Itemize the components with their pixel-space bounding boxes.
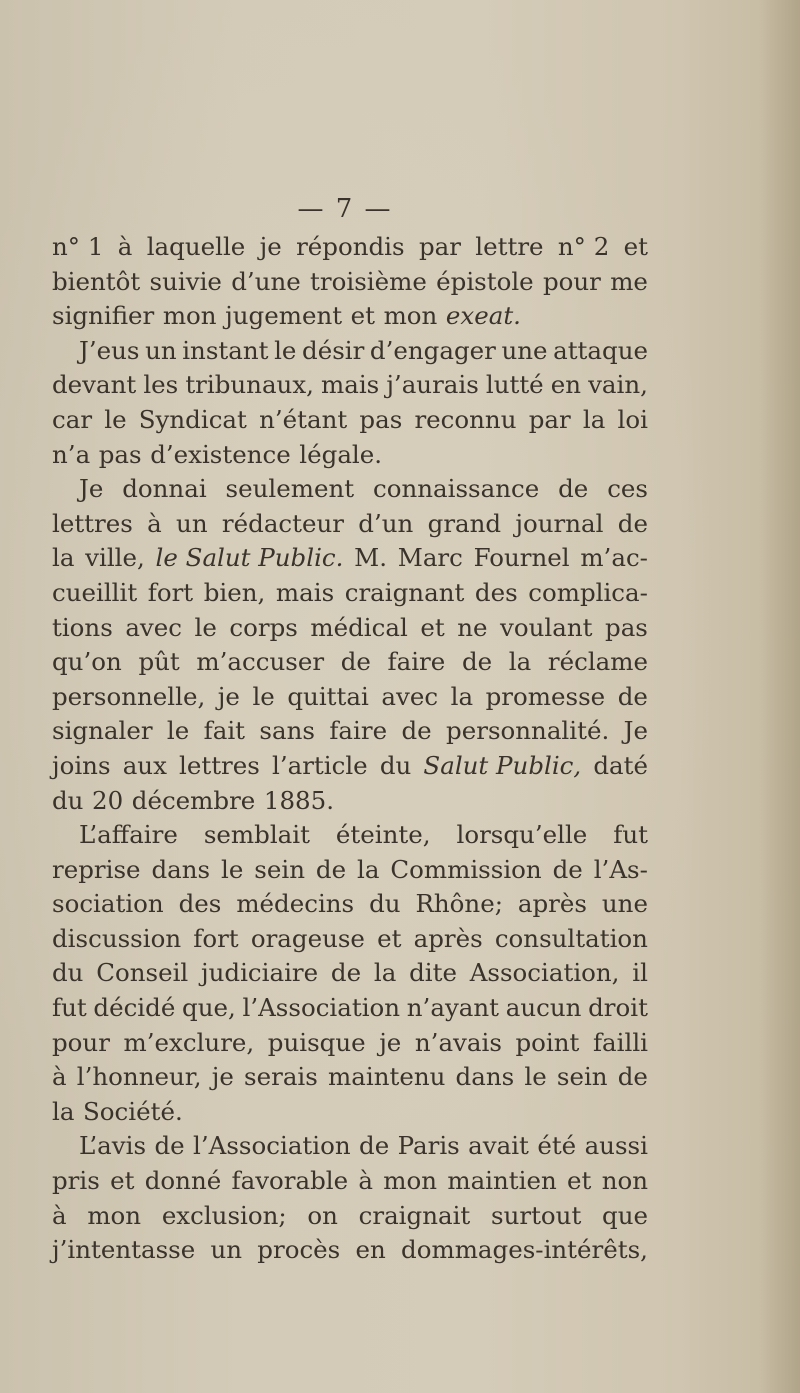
word: puisque — [267, 1027, 366, 1057]
word: du — [369, 889, 401, 919]
text-line — [52, 1095, 648, 1130]
word: L’affaire — [79, 820, 178, 850]
word: faire — [329, 716, 388, 746]
word: j’intentasse — [52, 1235, 196, 1265]
word: sein — [254, 854, 305, 884]
text-line — [52, 714, 648, 749]
word: n’avais — [414, 1027, 502, 1057]
text-line — [52, 853, 648, 888]
word: dite — [409, 958, 457, 988]
word: maintien — [447, 1166, 557, 1196]
word: il — [632, 958, 648, 988]
word: M. — [354, 543, 388, 573]
word: Conseil — [96, 958, 189, 988]
word: pour — [542, 266, 601, 296]
word: Société. — [83, 1096, 183, 1126]
word: Je — [79, 474, 104, 504]
word: que — [602, 1200, 648, 1230]
text-line — [52, 1199, 648, 1234]
word: de — [558, 474, 589, 504]
word: de — [315, 854, 347, 884]
word: cueillit — [52, 577, 138, 607]
word: serais — [244, 1062, 318, 1092]
word: lorsqu’elle — [456, 820, 588, 850]
word: aux — [122, 750, 167, 780]
word: tribunaux, — [185, 370, 314, 400]
word: été — [537, 1131, 577, 1161]
word: l’honneur, — [76, 1062, 202, 1092]
text-line — [52, 576, 648, 611]
word: que, — [182, 993, 236, 1023]
word: lutté — [485, 370, 544, 400]
word: maintenu — [328, 1062, 446, 1092]
word: ne — [457, 612, 488, 642]
word: le — [194, 612, 217, 642]
word: troisième — [310, 266, 427, 296]
text-line — [52, 645, 648, 680]
word: bientôt — [52, 266, 141, 296]
word: avec — [125, 612, 182, 642]
word: un — [210, 1235, 243, 1265]
word: tions — [52, 612, 113, 642]
word: car — [52, 404, 93, 434]
word: pris — [52, 1166, 100, 1196]
word: à — [358, 1166, 374, 1196]
word: orageuse — [250, 923, 365, 953]
word: médecins — [236, 889, 355, 919]
word: sans — [259, 716, 315, 746]
word: fut — [52, 993, 87, 1023]
word: un — [176, 508, 208, 538]
word: procès — [257, 1235, 341, 1265]
word: faire — [387, 647, 446, 677]
word: je — [379, 1027, 402, 1057]
word: d’une — [231, 266, 301, 296]
word: connaissance — [372, 474, 540, 504]
word: Rhône; — [415, 889, 503, 919]
word: droit — [588, 993, 648, 1023]
word: en — [355, 1235, 386, 1265]
word: donné — [144, 1166, 222, 1196]
word: la — [357, 854, 380, 884]
word: le Salut Public. — [155, 543, 344, 573]
word: dans — [151, 854, 211, 884]
word: discussion — [52, 923, 182, 953]
word: le — [104, 404, 127, 434]
word: donnai — [122, 474, 207, 504]
text-line — [52, 611, 648, 646]
word: pour — [52, 1027, 110, 1057]
word: et — [420, 612, 445, 642]
word: m’ac- — [580, 543, 648, 573]
text-line — [52, 472, 648, 507]
word: rédacteur — [221, 508, 344, 538]
text-line — [52, 507, 648, 542]
word: après — [413, 923, 483, 953]
word: à — [52, 1200, 67, 1230]
word: épistole — [436, 266, 534, 296]
word: signaler — [52, 716, 153, 746]
word: après — [517, 889, 587, 919]
word: à — [117, 232, 133, 261]
word: pût — [138, 647, 180, 677]
word: et — [110, 1166, 135, 1196]
word: répondis — [296, 232, 405, 261]
word: bien, — [203, 577, 266, 607]
word: pas — [359, 404, 403, 434]
word: le — [166, 716, 190, 746]
word: d’engager — [369, 335, 496, 365]
word: exclusion; — [161, 1200, 287, 1230]
word: désir — [302, 335, 365, 365]
text-line — [52, 334, 648, 369]
word: personnelle, — [52, 681, 206, 711]
word: journal — [515, 508, 604, 538]
word: lettres — [179, 750, 260, 780]
text-line — [52, 265, 648, 300]
word: 20 — [92, 785, 124, 815]
word: jugement — [225, 301, 343, 331]
word: de — [359, 1131, 390, 1161]
word: consultation — [494, 923, 648, 953]
word: suivie — [149, 266, 222, 296]
word: des — [178, 889, 222, 919]
word: n’ayant — [406, 993, 500, 1023]
word: lettres — [52, 508, 133, 538]
word: corps — [229, 612, 298, 642]
word: daté — [593, 750, 648, 780]
text-line — [52, 1164, 648, 1199]
word: loi — [617, 404, 648, 434]
word: instant — [182, 335, 269, 365]
word: point — [515, 1027, 580, 1057]
word: L’avis — [79, 1131, 147, 1161]
word: de — [617, 508, 648, 538]
word: de — [401, 716, 432, 746]
word: pas — [605, 612, 648, 642]
word: signifier — [52, 301, 155, 331]
word: n’étant — [259, 404, 348, 434]
word: avait — [468, 1131, 529, 1161]
word: laquelle — [146, 232, 246, 261]
word: des — [474, 577, 518, 607]
word: je — [217, 681, 240, 711]
word: l’Association — [193, 1131, 351, 1161]
word: exeat. — [445, 301, 521, 331]
word: mon — [383, 301, 438, 331]
word: la — [450, 681, 474, 711]
word: m’accuser — [196, 647, 325, 677]
text-line — [52, 1026, 648, 1061]
text-line — [52, 368, 648, 403]
word: éteinte, — [335, 820, 431, 850]
word: les — [143, 370, 179, 400]
word: de — [340, 647, 371, 677]
word: mais — [321, 370, 380, 400]
word: J’eus — [79, 335, 140, 365]
word: personnalité. — [446, 716, 610, 746]
word: on — [307, 1200, 338, 1230]
word: j’aurais — [386, 370, 479, 400]
word: me — [610, 266, 648, 296]
word: non — [601, 1166, 648, 1196]
word: reprise — [52, 854, 141, 884]
word: judiciaire — [201, 958, 319, 988]
word: et — [623, 232, 648, 261]
word: craignant — [344, 577, 465, 607]
word: failli — [592, 1027, 648, 1057]
word: promesse — [485, 681, 606, 711]
text-line — [52, 1129, 648, 1164]
text-line — [52, 749, 648, 784]
word: n’a — [52, 439, 91, 469]
text-line — [52, 403, 648, 438]
word: grand — [427, 508, 502, 538]
word: d’un — [358, 508, 414, 538]
word: par — [418, 232, 461, 261]
word: le — [252, 681, 275, 711]
word: l’Association — [242, 993, 401, 1023]
word: de — [617, 1062, 648, 1092]
word: réclame — [547, 647, 648, 677]
word: reconnu — [414, 404, 517, 434]
word: mais — [275, 577, 335, 607]
word: craignait — [358, 1200, 471, 1230]
word: de — [552, 854, 583, 884]
text-line — [52, 887, 648, 922]
text-line — [52, 299, 648, 334]
word: qu’on — [52, 647, 122, 677]
word: le — [221, 854, 244, 884]
page-number: — 7 — — [297, 194, 393, 224]
word: Salut Public, — [423, 750, 582, 780]
word: sociation — [52, 889, 164, 919]
word: du — [379, 750, 412, 780]
text-line — [52, 230, 648, 265]
word: du — [52, 958, 84, 988]
word: sein — [556, 1062, 608, 1092]
word: la — [508, 647, 532, 677]
text-line — [52, 818, 648, 853]
text-line — [52, 541, 648, 576]
word: surtout — [491, 1200, 582, 1230]
word: quittai — [287, 681, 369, 711]
word: ville, — [85, 543, 145, 573]
word: Commission — [390, 854, 542, 884]
word: Je — [623, 716, 648, 746]
word: et — [377, 923, 402, 953]
word: le — [274, 335, 297, 365]
word: favorable — [231, 1166, 349, 1196]
word: avec — [381, 681, 439, 711]
word: m’exclure, — [123, 1027, 255, 1057]
text-line — [52, 956, 648, 991]
word: fait — [203, 716, 246, 746]
word: un — [145, 335, 177, 365]
word: une — [501, 335, 548, 365]
body-text — [52, 230, 648, 1268]
text-line — [52, 1060, 648, 1095]
word: joins — [52, 750, 111, 780]
word: Marc — [397, 543, 463, 573]
word: ces — [607, 474, 648, 504]
word: la — [582, 404, 606, 434]
text-line — [52, 680, 648, 715]
word: complica- — [528, 577, 648, 607]
word: l’As- — [593, 854, 648, 884]
word: mon — [383, 1166, 438, 1196]
word: du — [52, 785, 84, 815]
text-line — [52, 438, 648, 473]
word: fort — [193, 923, 239, 953]
word: attaque — [553, 335, 648, 365]
word: dommages-intérêts, — [401, 1235, 648, 1265]
word: je — [259, 232, 282, 261]
word: aussi — [584, 1131, 648, 1161]
word: mon — [162, 301, 217, 331]
text-line — [52, 784, 648, 819]
word: de — [330, 958, 362, 988]
word: Fournel — [473, 543, 570, 573]
word: seulement — [225, 474, 355, 504]
word: n° 2 — [557, 232, 610, 261]
word: le — [524, 1062, 547, 1092]
word: aucun — [505, 993, 582, 1023]
word: et — [350, 301, 375, 331]
word: légale. — [299, 439, 383, 469]
word: de — [617, 681, 648, 711]
word: vain, — [588, 370, 648, 400]
word: n° 1 — [52, 232, 104, 261]
word: Paris — [397, 1131, 460, 1161]
word: fut — [613, 820, 648, 850]
word: en — [550, 370, 582, 400]
word: la — [52, 1096, 75, 1126]
text-line — [52, 922, 648, 957]
word: pas — [98, 439, 142, 469]
word: devant — [52, 370, 137, 400]
word: et — [567, 1166, 592, 1196]
word: Syndicat — [138, 404, 247, 434]
word: de — [154, 1131, 185, 1161]
word: la — [373, 958, 397, 988]
word: fort — [147, 577, 194, 607]
word: décembre — [131, 785, 256, 815]
word: lettre — [475, 232, 544, 261]
word: voulant — [500, 612, 593, 642]
word: dans — [455, 1062, 515, 1092]
word: à — [147, 508, 162, 538]
word: Association, — [469, 958, 620, 988]
word: mon — [87, 1200, 142, 1230]
word: par — [528, 404, 571, 434]
word: la — [52, 543, 75, 573]
word: décidé — [93, 993, 176, 1023]
word: une — [601, 889, 648, 919]
word: semblait — [203, 820, 310, 850]
word: je — [211, 1062, 234, 1092]
word: médical — [310, 612, 408, 642]
word: de — [461, 647, 493, 677]
word: l’article — [271, 750, 368, 780]
word: d’existence — [150, 439, 291, 469]
text-line — [52, 1233, 648, 1268]
word: à — [52, 1062, 67, 1092]
word: 1885. — [263, 785, 335, 815]
text-line — [52, 991, 648, 1026]
